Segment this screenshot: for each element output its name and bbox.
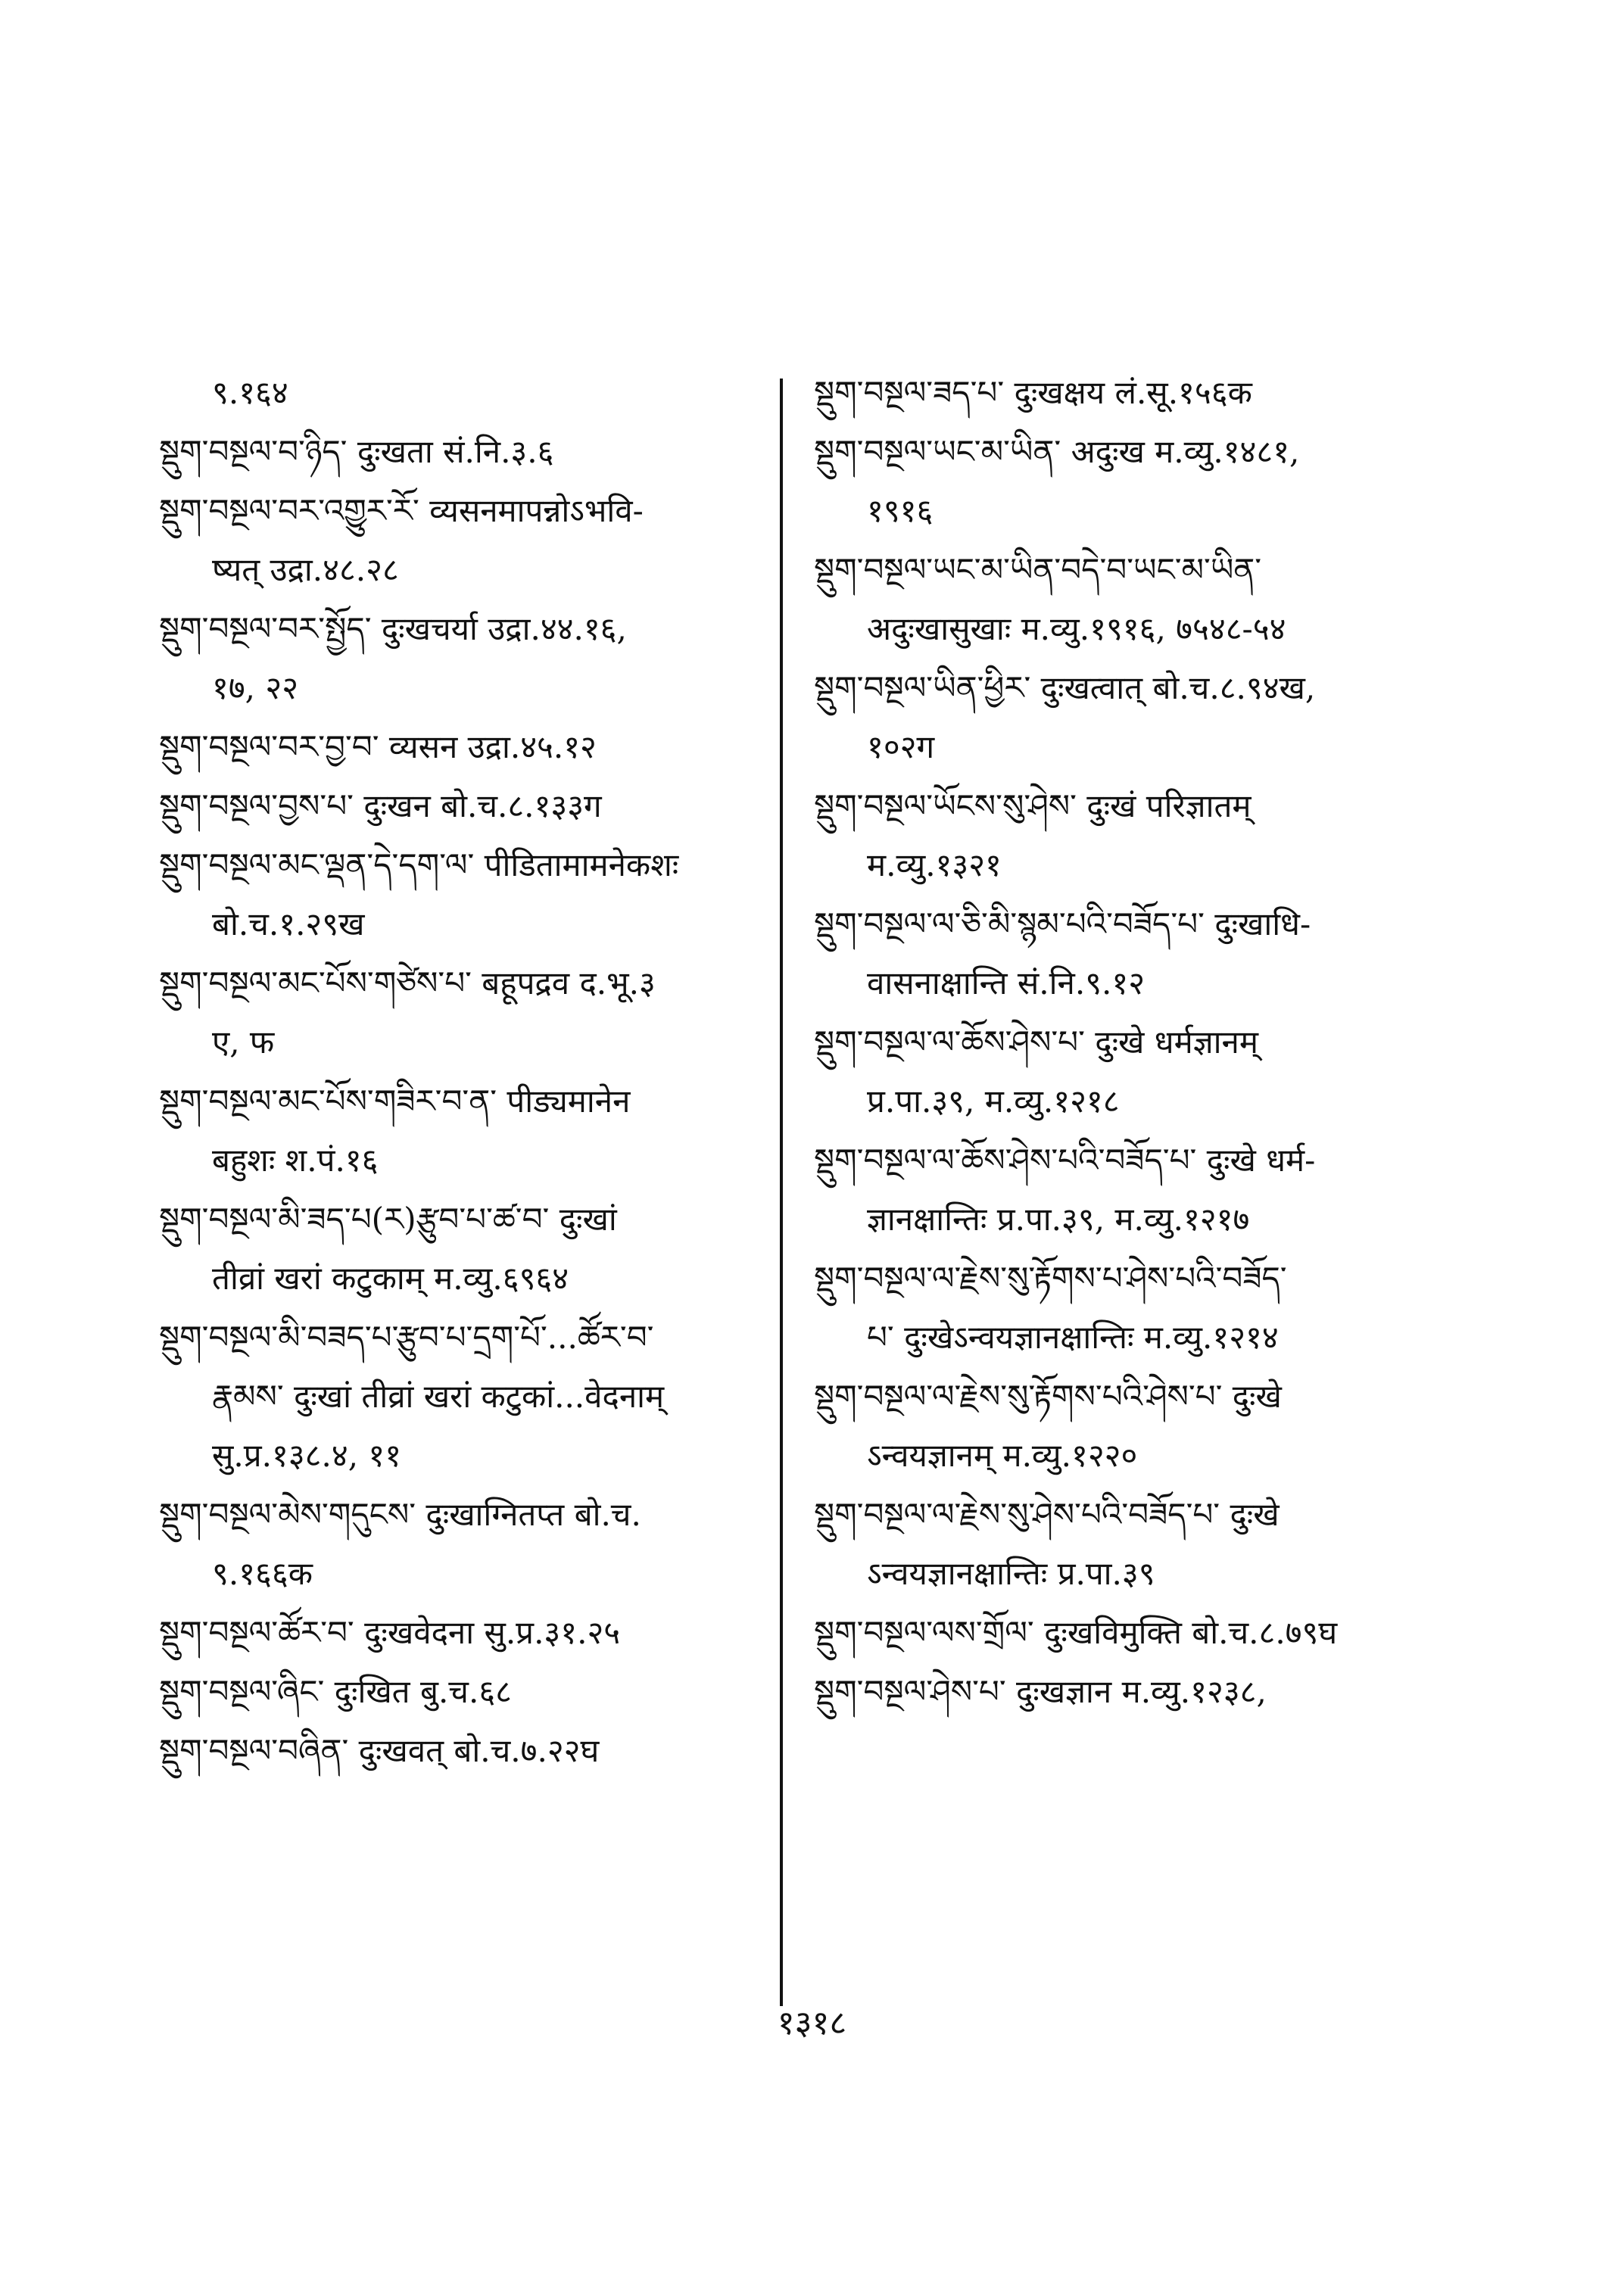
entry-continuation: अदुःखासुखाः म.व्यु.१९१६, ७५४८-५४ <box>867 610 1286 647</box>
entry-text: སྡུག་བསྔལ་ལ་ཆོས་ཤེས་པའི་བཟོད་པ་ दुःखे धर्म- <box>814 1142 1316 1179</box>
entry-text: སྡུག་བསྔལ་མེས་གདུངས་ दुःखाग्नितप्त बो.च. <box>159 1496 641 1533</box>
dictionary-entry <box>159 1072 780 1190</box>
dictionary-entry <box>159 777 780 836</box>
entry-continuation: ९.१६४ <box>212 374 288 411</box>
dictionary-entry <box>159 363 780 422</box>
right-column <box>814 363 1465 1721</box>
dictionary-entry <box>159 718 780 777</box>
entry-text: སྡུག་བསྔལ་བར་སྤྱོད་ दुःखचर्या उद्रा.४४.१६, <box>159 610 627 647</box>
entry-continuation: सु.प्र.१३८.४, ११ <box>212 1437 402 1474</box>
dictionary-entry <box>814 422 1465 541</box>
entry-continuation: ९.१६६क <box>212 1555 313 1592</box>
entry-continuation: པ་ दुःखेऽन्वयज्ञानक्षान्तिः म.व्यु.१२१४ <box>867 1319 1279 1356</box>
entry-text: སྡུག་བསྔལ་ཤེས་པ་ दुःखज्ञान म.व्यु.१२३८, <box>814 1673 1267 1710</box>
entry-continuation: १९१६ <box>867 492 934 529</box>
column-divider <box>780 379 783 2006</box>
dictionary-entry <box>159 1308 780 1426</box>
entry-continuation: बहुशः श.पं.१६ <box>212 1142 379 1179</box>
entry-text: སྡུག་བསྔལ་ལས་གྲོལ་ दुःखविमुक्ति बो.च.८.७९घ <box>814 1614 1338 1651</box>
dictionary-entry <box>159 1662 780 1721</box>
entry-text: སྡུག་བསྔལ་བ་ཉིད་ दुःखता सं.नि.३.६ <box>159 433 554 470</box>
dictionary-entry <box>814 541 1465 659</box>
dictionary-entry <box>814 1367 1465 1485</box>
dictionary-entry <box>159 1603 780 1662</box>
dictionary-entry <box>814 363 1465 422</box>
dictionary-entry <box>814 777 1465 895</box>
entry-text: སྡུག་བསྔལ་ཞིང་ दुःखित बु.च.६८ <box>159 1673 513 1710</box>
entry-continuation: ऽन्वयज्ञानक्षान्तिः प्र.पा.३९ <box>867 1555 1155 1592</box>
dictionary-entry <box>159 954 780 1072</box>
entry-text: སྡུག་བསྔལ་བར་འགྱུར་རོ་ व्यसनमापन्नोऽभवि- <box>159 492 644 529</box>
dictionary-entry <box>814 659 1465 777</box>
dictionary-entry <box>814 1485 1465 1603</box>
entry-text: སྡུག་བསྔལ་མང་པོས་གཟིར་བ་ན་ पीड्यमानेन <box>159 1083 631 1120</box>
dictionary-entry <box>814 895 1465 1013</box>
entry-continuation: वासनाक्षान्ति सं.नि.९.१२ <box>867 964 1146 1002</box>
entry-continuation: ए, फ <box>212 1023 275 1061</box>
entry-text: སྡུག་བསྔལ་ཡོངས་སུ་ཤེས་ दुःखं परिज्ञातम् <box>814 787 1252 824</box>
entry-text: སྡུག་བསྔལ་ལ་ཆོས་ཤེས་པ་ दुःखे धर्मज्ञानम् <box>814 1023 1258 1061</box>
dictionary-entry <box>159 836 780 954</box>
entry-continuation: རྣམས་ दुःखां तीव्रां खरां कटुकां...वेदनाम् <box>212 1378 665 1415</box>
entry-continuation: म.व्यु.१३२१ <box>867 846 1002 883</box>
entry-text: སྡུག་བསྔལ་ལ་ཅི་མི་སྙམ་པའི་བཟོད་པ་ दुःखाधि- <box>814 905 1311 942</box>
dictionary-entry <box>159 600 780 718</box>
dictionary-entry <box>814 1249 1465 1367</box>
entry-text: སྡུག་བསྔལ་ཡང་མ་ཡིན་ अदुःख म.व्यु.१४८१, <box>814 433 1300 470</box>
dictionary-entry <box>814 1662 1465 1721</box>
entry-text: སྡུག་བསྔལ་ཟད་པ་ दुःखक्षय लं.सू.१५६क <box>814 374 1252 411</box>
entry-text: སྡུག་བསྔལ་བར་བྱ་བ་ व्यसन उद्रा.४५.१२ <box>159 728 597 765</box>
entry-continuation: १७, २२ <box>212 669 299 706</box>
dictionary-entry <box>159 1721 780 1781</box>
dictionary-entry <box>814 1013 1465 1131</box>
entry-text: སྡུག་བསྔལ་ལ་རྗེས་སུ་ཤེས་པའི་བཟོད་པ་ दुःखे <box>814 1496 1280 1533</box>
entry-continuation: बो.च.१.२९ख <box>212 905 365 942</box>
entry-text: སྡུག་བསྔལ་ལ་རྗེས་སུ་རྟོགས་པ་ཤེས་པའི་བཟོད་ <box>814 1260 1287 1297</box>
entry-continuation: ऽन्वयज्ञानम् म.व्यु.१२२० <box>867 1437 1138 1474</box>
entry-text: སྡུག་བསྔལ་ཡང་མ་ཡིན་བདེ་བ་ཡང་མ་ཡིན་ <box>814 551 1262 588</box>
dictionary-entry <box>159 1485 780 1603</box>
dictionary-entry <box>814 1603 1465 1662</box>
dictionary-entry <box>814 1131 1465 1249</box>
dictionary-entry <box>159 481 780 600</box>
entry-continuation: ज्ञानक्षान्तिः प्र.पा.३९, म.व्यु.१२१७ <box>867 1201 1250 1238</box>
entry-continuation: प्र.पा.३९, म.व्यु.१२१८ <box>867 1083 1120 1120</box>
dictionary-entry <box>159 422 780 481</box>
entry-text: སྡུག་བསྔལ་ལ་རྗེས་སུ་རྟོགས་པའི་ཤེས་པ་ दुःखे <box>814 1378 1282 1415</box>
entry-text: སྡུག་བསྔལ་བྱས་པ་ दुःखन बो.च.८.१३३ग <box>159 787 602 824</box>
entry-text: སྡུག་བསྔལ་མི་བཟད་པ་རྩུབ་པ་དྲག་པོ་...ཚོར་བ་ <box>159 1319 654 1356</box>
entry-text: སྡུག་བསྔལ་ཡིན་ཕྱིར་ दुःखत्वात् बो.च.८.९४ख, <box>814 669 1316 706</box>
left-column <box>159 363 780 1781</box>
page-number: १३१८ <box>777 2004 847 2042</box>
dictionary-entry <box>159 1190 780 1308</box>
entry-text: སྡུག་བསྔལ་མང་ལྡན་དེ་དག་ལ་ पीडितामामनेकशः <box>159 846 679 883</box>
entry-text: སྡུག་བསྔལ་ཚོར་བ་ दुःखवेदना सु.प्र.३१.२५ <box>159 1614 621 1651</box>
entry-text: སྡུག་བསྔལ་མི་ཟད་པ(ར)རྩུབ་པ་ཚ་བ་ दुःखां <box>159 1201 617 1238</box>
entry-continuation: १०२ग <box>867 728 935 765</box>
entry-continuation: ष्यत् उद्रा.४८.२८ <box>212 551 399 588</box>
entry-continuation: तीव्रां खरां कटुकाम् म.व्यु.६९६४ <box>212 1260 569 1297</box>
entry-text: སྡུག་བསྔལ་བཞིན་ दुःखवत् बो.च.७.२२घ <box>159 1732 600 1769</box>
entry-text: སྡུག་བསྔལ་མང་པོས་གཙེས་པ་ बहूपद्रव द.भू.३ <box>159 964 656 1002</box>
dictionary-entry <box>159 1426 780 1485</box>
